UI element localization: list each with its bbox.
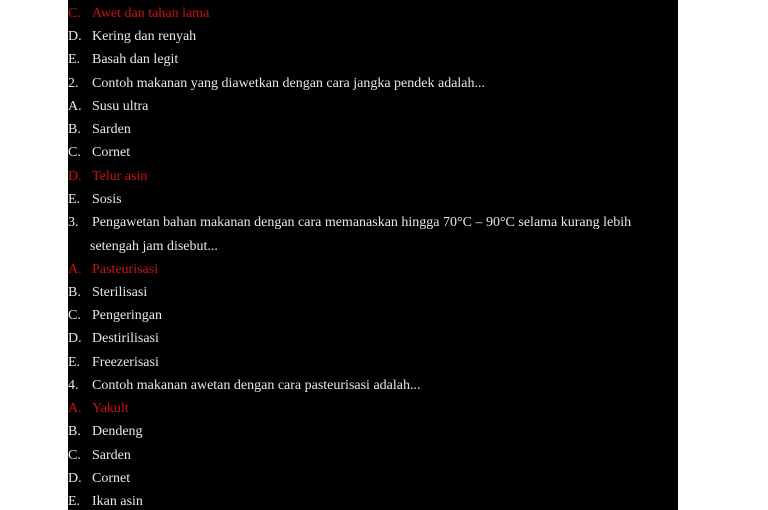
- line-marker: 3.: [68, 215, 79, 230]
- line-marker: E.: [68, 355, 81, 370]
- line-text: Cornet: [92, 471, 131, 486]
- line-marker: D.: [68, 331, 82, 346]
- line-text: Pengawetan bahan makanan dengan cara memanaskan hingga 70°C – 90°C selama kurang lebih: [92, 215, 632, 230]
- line-text: Contoh makanan yang diawetkan dengan cara jangka pendek adalah...: [92, 76, 486, 91]
- line-marker: C.: [68, 448, 81, 463]
- line-text: Telur asin: [92, 169, 148, 184]
- line-text: Destirilisasi: [92, 331, 159, 346]
- line-text: Freezerisasi: [92, 355, 159, 370]
- line-text: Pasteurisasi: [92, 262, 159, 277]
- line-text: Sarden: [92, 122, 131, 137]
- line-marker: B.: [68, 285, 81, 300]
- line-text: Contoh makanan awetan dengan cara pasteurisasi adalah...: [92, 378, 421, 393]
- line-text: Dendeng: [92, 424, 143, 439]
- line-text: Awet dan tahan lama: [92, 6, 210, 21]
- line-marker: A.: [68, 401, 82, 416]
- line-marker: 2.: [68, 76, 79, 91]
- line-marker: E.: [68, 494, 81, 509]
- line-marker: E.: [68, 192, 81, 207]
- line-marker: 4.: [68, 378, 79, 393]
- line-text: Yakult: [92, 401, 129, 416]
- line-text: Pengeringan: [92, 308, 162, 323]
- line-text: Kering dan renyah: [92, 29, 197, 44]
- line-marker: C.: [68, 145, 81, 160]
- line-text: Ikan asin: [92, 494, 143, 509]
- line-marker: A.: [68, 99, 82, 114]
- line-marker: D.: [68, 29, 82, 44]
- line-text: Cornet: [92, 145, 131, 160]
- line-text: Sosis: [92, 192, 122, 207]
- line-marker: B.: [68, 424, 81, 439]
- line-text: Susu ultra: [92, 99, 149, 114]
- line-text: setengah jam disebut...: [90, 239, 218, 254]
- document-page: [68, 0, 678, 510]
- line-text: Sarden: [92, 448, 131, 463]
- line-text: Sterilisasi: [92, 285, 148, 300]
- line-text: Basah dan legit: [92, 52, 179, 67]
- line-marker: E.: [68, 52, 81, 67]
- line-marker: D.: [68, 471, 82, 486]
- line-marker: D.: [68, 169, 82, 184]
- line-marker: B.: [68, 122, 81, 137]
- line-marker: C.: [68, 308, 81, 323]
- line-marker: A.: [68, 262, 82, 277]
- line-marker: C.: [68, 6, 81, 21]
